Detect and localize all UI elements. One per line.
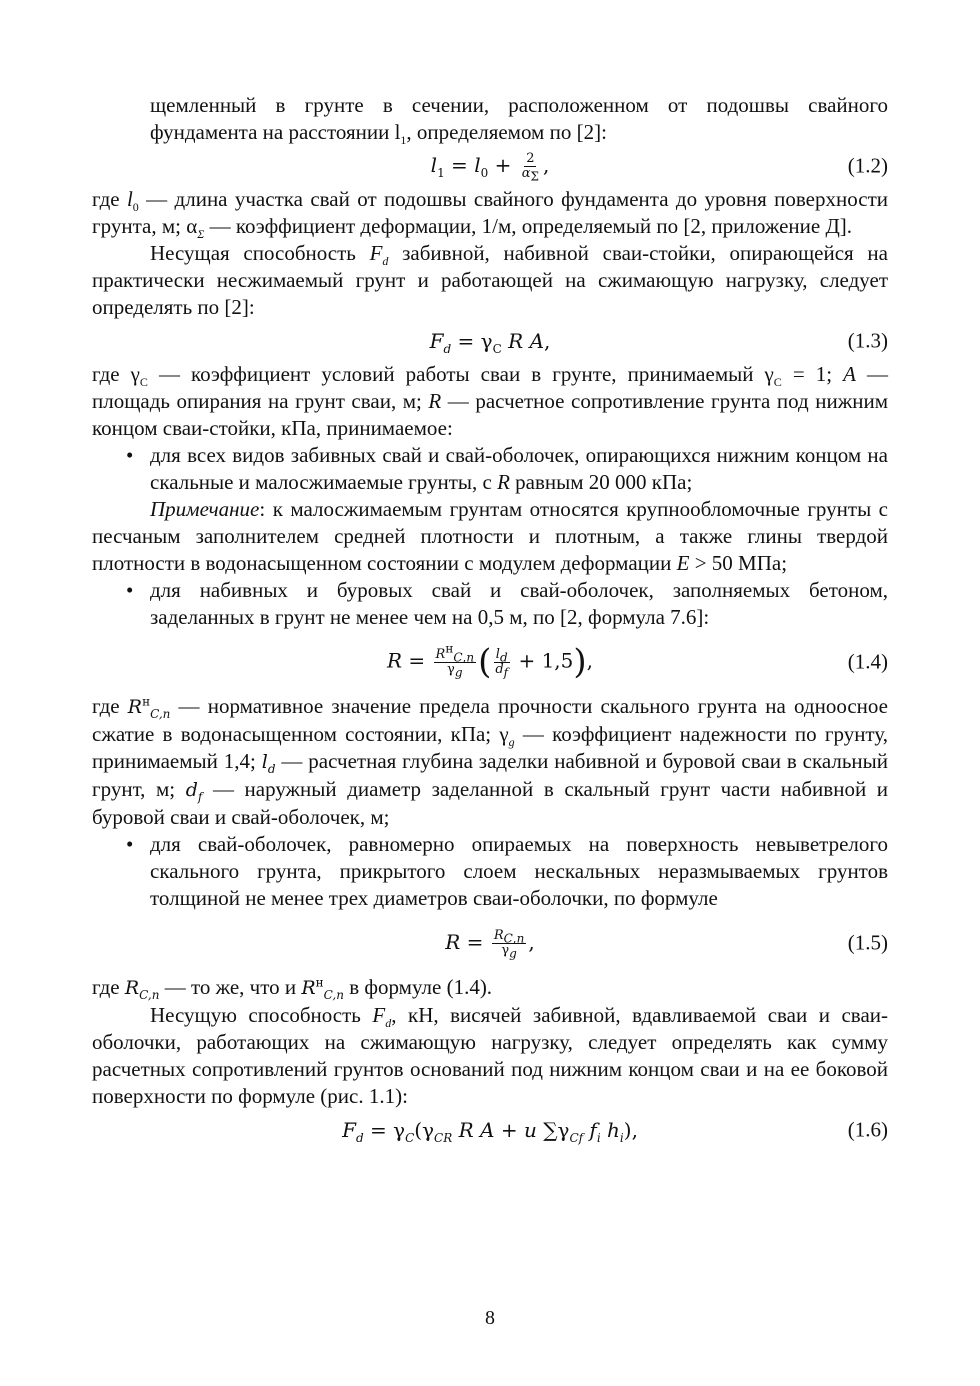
symbol: F [369, 241, 383, 265]
text: где [92, 694, 128, 718]
list-item [92, 831, 888, 912]
text: , определяемом по [2]: [406, 120, 607, 144]
symbol: $R^н_{C,n}$ [301, 975, 344, 1002]
text: > 50 МПа; [689, 551, 788, 575]
formula: R = $\frac{R^н_{C,n}}{\gamma_g}$ ( $\frac{l_d}{d_f}$ + 1,5), [386, 641, 594, 682]
paragraph-7 [92, 1002, 888, 1110]
text: где γ [92, 362, 140, 386]
list-1 [92, 442, 888, 496]
paragraph-3 [92, 240, 888, 321]
text: Несущая способность [150, 241, 370, 265]
text: — коэффициент надежности по грунту, принимаемый 1,4; [92, 722, 888, 773]
symbol: A [843, 362, 856, 386]
subscript: 0 [132, 200, 139, 215]
symbol: $R^н_{C,n}$ [127, 694, 171, 721]
equation-number: (1.3) [847, 328, 888, 353]
text: Несущую способность [150, 1003, 373, 1027]
text: для свай-оболочек, равномерно опираемых на поверхность невыветрелого скального грунта, прикрытого слоем нескальных неразмываемых грунтов толщиной не менее трех диаметров сваи-оболочки, по формуле [150, 832, 888, 910]
list-3 [92, 831, 888, 912]
paragraph-6 [92, 974, 888, 1002]
text: для набивных и буровых свай и свай-оболочек, заполняемых бетоном, заделанных в грунт не менее чем на 0,5 м, по [2, формула 7.6]: [150, 578, 888, 629]
symbol: l [126, 187, 133, 211]
text: — площадь опирания на грунт сваи, м; [92, 362, 888, 413]
page-number: 8 [485, 1307, 495, 1329]
list-2 [92, 577, 888, 631]
text: — нормативное значение предела прочности скального грунта на одноосное сжатие в водонасыщенном состоянии, кПа; [92, 694, 888, 746]
list-item [92, 577, 888, 631]
equation-1-3 [92, 321, 888, 361]
subscript: Σ [197, 227, 205, 242]
formula: $F_d = \gamma_C(\gamma_{CR}$ R A + u $\sum\gamma_{Cf}$ $f_i$ $h_i$), [342, 1117, 638, 1145]
paragraph-2 [92, 186, 888, 240]
paragraph-5 [92, 693, 888, 831]
document-body [92, 92, 888, 1150]
equation-number: (1.6) [847, 1117, 888, 1142]
equation-number: (1.5) [847, 930, 888, 955]
subscript: 1 [400, 133, 407, 148]
text: для всех видов забивных свай и свай-оболочек, опирающихся нижним концом на скальные и малосжимаемые грунты, с [150, 443, 888, 494]
symbol: F [372, 1003, 386, 1027]
equation-number: (1.4) [847, 649, 888, 674]
symbol: $d_f$ [185, 779, 203, 804]
text: где [92, 975, 125, 999]
bullet-icon: • [126, 443, 134, 467]
symbol: R [428, 389, 442, 413]
text: = 1; [781, 362, 844, 386]
formula: $F_d = \gamma_C$ R A, [429, 328, 551, 356]
list-item [92, 442, 888, 496]
note-label: Примечание [150, 497, 260, 521]
text: — расчетное сопротивление грунта под нижним концом сваи-стойки, кПа, принимаемое: [92, 389, 888, 440]
paragraph-4 [92, 361, 888, 442]
formula: $l_1 = l_0$ + $\frac{2}{\alpha_\Sigma}$ , [430, 150, 550, 184]
text: где [92, 187, 127, 211]
text: — коэффициент условий работы сваи в грунте, принимаемый γ [147, 362, 774, 386]
equation-number: (1.2) [847, 153, 888, 178]
formula: R = $\frac{R_{C,n}}{\gamma_g}$ , [445, 927, 535, 961]
subscript: d [385, 1016, 392, 1031]
text: — расчетная глубина заделки набивной и буровой сваи в скальный грунт, м; [92, 749, 888, 801]
text: — длина участка свай от подошвы свайного фундамента до уровня поверхности грунта, м; α [92, 187, 888, 238]
symbol: E [676, 551, 690, 575]
equation-1-2 [92, 146, 888, 186]
subscript: C [139, 375, 148, 390]
subscript: C [773, 375, 782, 390]
text: щемленный в грунте в сечении, расположенном от подошвы свайного фундамента на расстоянии l [150, 93, 888, 144]
paragraph-1 [92, 92, 888, 146]
text: забивной, набивной сваи-стойки, опирающейся на практически несжимаемый грунт и работающей на сжимающую нагрузку, следует определять по [2]: [92, 241, 888, 319]
subscript: d [382, 254, 389, 269]
text: равным 20 000 кПа; [509, 470, 693, 494]
symbol: $\gamma_g$ [499, 722, 515, 750]
text: , кН, висячей забивной, вдавливаемой сваи и сваи-оболочки, работающих на сжимающую нагрузку, следует определять как сумму расчетных сопротивлений грунтов оснований под нижним концом сваи и на ее боковой поверхности по формуле (рис. 1.1): [92, 1003, 888, 1108]
text: — коэффициент деформации, 1/м, определяемый по [2, приложение Д]. [204, 214, 853, 238]
symbol: R [497, 470, 510, 494]
bullet-icon: • [126, 832, 134, 856]
text: в формуле (1.4). [343, 975, 493, 999]
equation-1-5 [92, 912, 888, 974]
equation-1-6 [92, 1110, 888, 1150]
equation-1-4 [92, 631, 888, 693]
text: — то же, что и [159, 975, 302, 999]
text: : к малосжимаемым грунтам относятся крупнообломочные грунты с песчаным заполнителем средней плотности и плотным, а также глины твердой плотности в водонасыщенном состоянии с модулем деформации [92, 497, 888, 575]
note-paragraph [92, 496, 888, 577]
bullet-icon: • [126, 578, 134, 602]
symbol: $R_{C,n}$ [124, 977, 160, 1002]
text: — наружный диаметр заделанной в скальный грунт части набивной и буровой сваи и свай-оболочек, м; [92, 777, 889, 829]
symbol: $l_d$ [261, 751, 276, 776]
